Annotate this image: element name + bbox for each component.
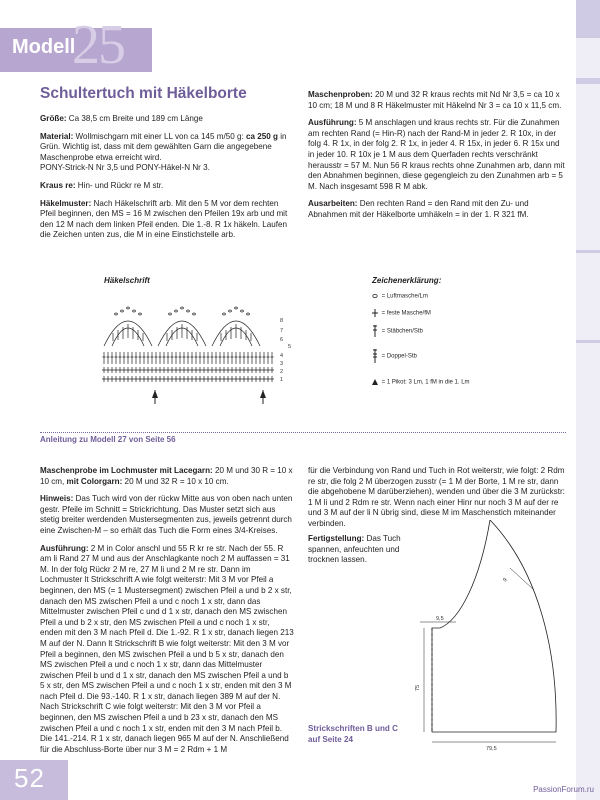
- single-crochet-symbol: [206, 367, 210, 373]
- treble-symbol: [103, 352, 106, 364]
- row-number-8: 8: [280, 318, 284, 324]
- single-crochet-symbol: [210, 376, 214, 382]
- single-crochet-symbol: [186, 376, 190, 382]
- treble-symbol: [147, 352, 150, 364]
- single-crochet-symbol: [238, 367, 242, 373]
- single-crochet-symbol: [130, 376, 134, 382]
- material-label: Material:: [40, 131, 74, 141]
- treble-symbol: [247, 352, 250, 364]
- mprobe-label: Maschenprobe im Lochmuster mit Lacegarn:: [40, 466, 213, 475]
- section2-left-column: [40, 466, 294, 762]
- treble-symbol: [219, 352, 222, 364]
- single-crochet-symbol: [146, 367, 150, 373]
- haekel-label: Häkelmuster:: [40, 198, 92, 208]
- mprobe-text-2: 20 M und 32 R = 10 x 10 cm.: [122, 476, 229, 486]
- chain-stitch-symbol: [169, 313, 172, 315]
- strickschriften-ref: Strickschriften B und C auf Seite 24: [308, 724, 398, 744]
- treble-symbol: [227, 352, 230, 364]
- maschenproben-text: 20 M und 32 R kraus rechts mit Nd Nr 3,5 = ca 10 x 10 cm; 18 M und 8 R Häkelmuster mit Häkelnd Nr 3 = ca 10 x 11,5 cm.: [308, 90, 562, 110]
- treble-symbol: [119, 352, 122, 364]
- single-crochet-symbol: [174, 367, 178, 373]
- section-heading: Anleitung zu Modell 27 von Seite 56: [40, 435, 176, 444]
- right-edge-strip: [576, 0, 600, 800]
- chain-stitch-symbol: [121, 310, 124, 312]
- single-crochet-symbol: [150, 376, 154, 382]
- mprobe-label-2: mit Colorgarn:: [66, 476, 123, 486]
- single-crochet-symbol: [126, 367, 130, 373]
- single-crochet-symbol: [138, 376, 142, 382]
- single-crochet-symbol: [214, 367, 218, 373]
- single-crochet-symbol: [138, 367, 142, 373]
- treble-symbol: [191, 352, 194, 364]
- treble-symbol: [115, 352, 118, 364]
- chain-stitch-symbol: [247, 313, 250, 315]
- treble-symbol: [139, 352, 142, 364]
- single-crochet-symbol: [118, 367, 122, 373]
- dim-bottom-label: 79,5: [486, 746, 497, 752]
- chart-title: Häkelschrift: [104, 276, 150, 285]
- chain-stitch-symbol: [187, 310, 190, 312]
- legend-text-treble: = Stäbchen/Stb: [381, 328, 423, 335]
- chain-stitch-symbol: [175, 310, 178, 312]
- treble-symbol: [175, 352, 178, 364]
- single-crochet-symbol: [134, 376, 138, 382]
- treble-symbol: [251, 352, 254, 364]
- legend-text-picot: = 1 Pikot: 3 Lm, 1 fM in die 1. Lm: [381, 379, 470, 386]
- treble-symbol: [255, 352, 258, 364]
- triangle-icon: [370, 378, 380, 386]
- single-crochet-symbol: [142, 376, 146, 382]
- single-crochet-symbol: [110, 376, 114, 382]
- single-crochet-symbol: [202, 376, 206, 382]
- treble-symbol: [235, 352, 238, 364]
- double-treble-icon: [370, 348, 380, 364]
- single-crochet-symbol: [198, 367, 202, 373]
- single-crochet-symbol: [158, 376, 162, 382]
- dim-arc-label: 9: [502, 577, 509, 584]
- chain-stitch-symbol: [127, 307, 130, 309]
- treble-symbol: [151, 352, 154, 364]
- treble-symbol: [111, 352, 114, 364]
- single-crochet-symbol: [246, 376, 250, 382]
- treble-symbol: [179, 352, 182, 364]
- single-crochet-symbol: [250, 367, 254, 373]
- single-crochet-symbol: [218, 376, 222, 382]
- treble-symbol: [195, 352, 198, 364]
- dim-height-label: 75: [415, 684, 421, 691]
- single-crochet-symbol: [210, 367, 214, 373]
- groesse-text: Ca 38,5 cm Breite und 189 cm Länge: [66, 114, 203, 123]
- single-crochet-symbol: [130, 367, 134, 373]
- legend-item-picot: [370, 378, 550, 386]
- treble-symbol: [263, 352, 266, 364]
- single-crochet-symbol: [250, 376, 254, 382]
- chain-stitch-symbol: [181, 307, 184, 309]
- row-number-3: 3: [280, 361, 284, 367]
- treble-symbol: [131, 352, 134, 364]
- page-title: Schultertuch mit Häkelborte: [40, 85, 247, 102]
- s2-ausfuehrung-text: 2 M in Color anschl und 55 R kr re str. Nach der 55. R am li Rand 27 M und aus der Anschlagkante noch 2 M auffassen = 31 M. In der folg Rückr 2 M re, 27 M li und 2 M re str. Dann im Lochmuster lt Strickschrift A wie folgt weiterstr: Mit 3 M vor Pfeil a beginnen, den MS (= 1 Mustersegment) zwischen Pfeil a und b 2 x str, danach den MS zwischen Pfeil a und c noch 1 x str, dann das Mittelmuster zwischen Pfeil c und d 1 x str, danach den MS zwischen Pfeil a und b 2 x str, den MS zwischen Pfeil a und c noch 1 x str, enden mit den 3 M nach Pfeil d. Die 1.-92. R 1 x str, danach liegen 213 M auf der N. Dann lt Strickschrift B wie folgt weiterstr: Mit den 3 M vor Pfeil a beginnen, den MS zwischen Pfeil a und b 5 x str, danach den MS zwischen Pfeil a und c noch 1 x str, dann das Mittelmuster zwischen Pfeil b und d 1 x str, danach den MS zwischen Pfeil a und b 5 x str, den MS zwischen Pfeil a und c noch 1 x str, enden mit den 3 M nach Pfeil d. Die 93.-140. R 1 x str, danach liegen 389 M auf der N. Nach Strickschrift C wie folgt weiterstr: Mit den 3 M vor Pfeil a beginnen, den MS zwischen Pfeil a und b 23 x str, danach den MS zwischen Pfeil a und c noch 1 x str, enden mit den 3 M nach Pfeil b. Die 141.-214. R 1 x str, danach liegen 965 M auf der N. Anschließend für die Abschluss-Borte über nur 3 M = 2 Rdm + 1 M: [40, 543, 294, 754]
- single-crochet-symbol: [106, 367, 110, 373]
- single-crochet-symbol: [230, 367, 234, 373]
- treble-symbol: [211, 352, 214, 364]
- single-crochet-symbol: [242, 367, 246, 373]
- treble-symbol: [171, 352, 174, 364]
- material-text-3: PONY-Strick-N Nr 3,5 und PONY-Häkel-N Nr 3.: [40, 163, 210, 173]
- single-crochet-symbol: [230, 376, 234, 382]
- legend-title: Zeichenerklärung:: [372, 276, 442, 285]
- single-crochet-symbol: [146, 376, 150, 382]
- single-crochet-symbol: [154, 376, 158, 382]
- single-crochet-symbol: [114, 376, 118, 382]
- single-crochet-symbol: [270, 367, 274, 373]
- single-crochet-symbol: [190, 367, 194, 373]
- single-crochet-symbol: [154, 367, 158, 373]
- shawl-outline: [432, 520, 556, 732]
- groesse-label: Größe:: [40, 114, 67, 123]
- s2-continuation: für die Verbindung von Rand und Tuch in Rot weiterstr, wie folgt: 2 Rdm re str, die folg 2 M überzogen zusstr (= 1 M der Borte, 1 M re str, dann die abgehobene M darüberziehen), wenden und über die 3 M zurückstr: 1 M li und 2 Rdm re str. Wenn nach einer Hinr nur noch 3 M auf der re und 3 M auf der li N übrig sind, diese M im Maschenstich miteinander verbinden.: [308, 466, 565, 528]
- ausarbeiten-paragraph: [308, 199, 566, 220]
- single-crochet-symbol: [234, 367, 238, 373]
- crochet-chart: [98, 286, 296, 406]
- dim-top-label: 9,5: [436, 616, 444, 622]
- chain-stitch-symbol: [193, 313, 196, 315]
- ausfuehrung-label: Ausführung:: [308, 118, 357, 128]
- fertig-text: Das Tuch spannen, anfeuchten und trocknen lassen.: [308, 534, 401, 565]
- single-crochet-symbol: [218, 367, 222, 373]
- single-crochet-symbol: [226, 367, 230, 373]
- single-crochet-symbol: [254, 376, 258, 382]
- material-text-1: Wollmischgarn mit einer LL von ca 145 m/50 g:: [73, 131, 247, 141]
- treble-symbol: [239, 352, 242, 364]
- legend-text-chain: = Luftmasche/Lm: [381, 293, 428, 300]
- single-crochet-symbol: [270, 376, 274, 382]
- single-crochet-symbol: [266, 376, 270, 382]
- single-crochet-symbol: [126, 376, 130, 382]
- single-crochet-symbol: [206, 376, 210, 382]
- legend-item-treble: [370, 324, 550, 338]
- site-watermark: PassionForum.ru: [533, 785, 594, 794]
- material-text-2: in Grün. Wichtig ist, dass mit dem gewählten Garn die angegebene Maschenprobe etwa erreicht wird.: [40, 131, 287, 162]
- chain-stitch-symbol: [241, 310, 244, 312]
- treble-symbol: [187, 352, 190, 364]
- shawl-diagram: [410, 520, 566, 754]
- chain-stitch-symbol: [115, 313, 118, 315]
- single-crochet-symbol: [214, 376, 218, 382]
- single-crochet-symbol: [170, 376, 174, 382]
- kraus-label: Kraus re:: [40, 180, 76, 190]
- single-crochet-symbol: [166, 376, 170, 382]
- single-crochet-symbol: [194, 376, 198, 382]
- ausfuehrung-text: 5 M anschlagen und kraus rechts str. Für die Zunahmen am rechten Rand (= Hin-R) nach der Rand-M in jeder 2. R 10x, in der folg 4. R 1x, in der folg 2. R 1x, in jeder 4. R 15x, in jeder 6. R 15x und in jeder 10. R 10x je 1 M aus dem Querfaden rechts verschränkt herausstr = 57 M. Nun 56 R kraus rechts ohne Zunahmen arb, dann mit den Abnahmen beginnen, diese gegengleich zu den Zunahmen arb = 5 M. Nach insgesamt 598 R M abk.: [308, 118, 565, 191]
- single-crochet-symbol: [162, 367, 166, 373]
- single-crochet-symbol: [226, 376, 230, 382]
- single-crochet-symbol: [258, 376, 262, 382]
- treble-symbol: [135, 352, 138, 364]
- single-crochet-symbol: [222, 367, 226, 373]
- treble-symbol: [231, 352, 234, 364]
- section-divider: [40, 432, 566, 433]
- model-label: Modell: [12, 36, 76, 58]
- single-crochet-symbol: [118, 376, 122, 382]
- single-crochet-symbol: [158, 367, 162, 373]
- ausarbeiten-text: Den rechten Rand = den Rand mit den Zu- und Abnahmen mit der Häkelborte umhäkeln = in der 1. R 321 fM.: [308, 199, 529, 219]
- ausfuehrung-paragraph: [308, 118, 566, 192]
- treble-symbol: [215, 352, 218, 364]
- single-crochet-symbol: [170, 367, 174, 373]
- maschenproben-paragraph: [308, 90, 566, 111]
- single-crochet-symbol: [142, 367, 146, 373]
- treble-symbol: [223, 352, 226, 364]
- row-number-1: 1: [280, 377, 284, 383]
- material-amount: ca 250 g: [246, 131, 278, 141]
- legend-item-chain: [370, 292, 550, 300]
- legend-text-single: = feste Masche/fM: [381, 310, 431, 317]
- single-crochet-symbol: [178, 376, 182, 382]
- mprobe-paragraph: [40, 466, 294, 487]
- treble-symbol: [259, 352, 262, 364]
- single-crochet-symbol: [194, 367, 198, 373]
- single-crochet-symbol: [266, 367, 270, 373]
- single-crochet-symbol: [202, 367, 206, 373]
- hinweis-text: Das Tuch wird von der rückw Mitte aus von oben nach unten gestr. Pfeile im Schnitt = Strickrichtung. Das Muster setzt sich aus stetig breiter werdenden Mustersegmenten zus, jeweils getrennt durch eine Zwischen-M – so erhält das Tuch die Form eines 3/4-Kreises.: [40, 494, 293, 535]
- cross-icon: [370, 308, 380, 318]
- chart-symbols: [102, 307, 274, 382]
- single-crochet-symbol: [182, 376, 186, 382]
- page-number: 52: [14, 763, 45, 793]
- single-crochet-symbol: [110, 367, 114, 373]
- haekel-text: Nach Häkelschrift arb. Mit den 5 M vor dem rechten Pfeil beginnen, den MS = 16 M zwischen den Pfeilen 19x arb und mit den 12 M nach dem linken Pfeil enden. Die 1.-8. R 1x häkeln. Laufen die Zeichen unten zus, die M in eine Einstichstelle arb.: [40, 198, 288, 240]
- single-crochet-symbol: [174, 376, 178, 382]
- fertig-label: Fertigstellung:: [308, 534, 365, 543]
- single-crochet-symbol: [106, 376, 110, 382]
- left-column: [40, 114, 294, 248]
- treble-symbol: [127, 352, 130, 364]
- single-crochet-symbol: [150, 367, 154, 373]
- single-crochet-symbol: [114, 367, 118, 373]
- row-number-5: 5: [288, 344, 292, 350]
- treble-symbol: [199, 352, 202, 364]
- right-column: [308, 90, 566, 228]
- haekel-paragraph: [40, 199, 294, 241]
- single-crochet-symbol: [166, 367, 170, 373]
- chain-stitch-symbol: [139, 313, 142, 315]
- treble-symbol: [243, 352, 246, 364]
- s2-ausfuehrung-label: Ausführung:: [40, 543, 89, 553]
- treble-symbol: [203, 352, 206, 364]
- chain-stitch-symbol: [133, 310, 136, 312]
- legend-text-double: = Doppel-Stb: [381, 353, 417, 360]
- kraus-paragraph: [40, 181, 294, 192]
- single-crochet-symbol: [162, 376, 166, 382]
- treble-symbol: [207, 352, 210, 364]
- treble-icon: [370, 324, 380, 338]
- single-crochet-symbol: [246, 367, 250, 373]
- treble-symbol: [159, 352, 162, 364]
- single-crochet-symbol: [238, 376, 242, 382]
- treble-symbol: [167, 352, 170, 364]
- mprobe-text: 20 M und 30 R = 10 x 10 cm,: [40, 466, 293, 486]
- single-crochet-symbol: [190, 376, 194, 382]
- single-crochet-symbol: [234, 376, 238, 382]
- chain-stitch-symbol: [223, 313, 226, 315]
- single-crochet-symbol: [262, 367, 266, 373]
- material-paragraph: [40, 132, 294, 174]
- chain-stitch-symbol: [229, 310, 232, 312]
- single-crochet-symbol: [182, 367, 186, 373]
- groesse-paragraph: [40, 114, 294, 125]
- single-crochet-symbol: [122, 376, 126, 382]
- single-crochet-symbol: [242, 376, 246, 382]
- row-number-4: 4: [280, 353, 284, 359]
- circle-icon: [370, 292, 380, 300]
- treble-symbol: [183, 352, 186, 364]
- single-crochet-symbol: [254, 367, 258, 373]
- chain-stitch-symbol: [235, 307, 238, 309]
- treble-symbol: [163, 352, 166, 364]
- dim-arc-line: [510, 568, 534, 590]
- treble-symbol: [143, 352, 146, 364]
- single-crochet-symbol: [134, 367, 138, 373]
- single-crochet-symbol: [186, 367, 190, 373]
- single-crochet-symbol: [262, 376, 266, 382]
- legend-item-double: [370, 348, 550, 364]
- single-crochet-symbol: [222, 376, 226, 382]
- single-crochet-symbol: [122, 367, 126, 373]
- s2-ausfuehrung-paragraph: [40, 544, 294, 756]
- row-number-6: 6: [280, 337, 284, 343]
- single-crochet-symbol: [102, 367, 106, 373]
- ausarbeiten-label: Ausarbeiten:: [308, 199, 358, 209]
- hinweis-paragraph: [40, 494, 294, 536]
- single-crochet-symbol: [258, 367, 262, 373]
- hinweis-label: Hinweis:: [40, 494, 74, 504]
- treble-symbol: [107, 352, 110, 364]
- model-number: 25: [72, 14, 124, 76]
- single-crochet-symbol: [102, 376, 106, 382]
- kraus-text: Hin- und Rückr re M str.: [75, 180, 164, 190]
- row-numbers: [280, 318, 291, 383]
- treble-symbol: [123, 352, 126, 364]
- legend-item-single: [370, 308, 550, 318]
- single-crochet-symbol: [178, 367, 182, 373]
- treble-symbol: [267, 352, 270, 364]
- row-number-2: 2: [280, 369, 284, 375]
- single-crochet-symbol: [198, 376, 202, 382]
- treble-symbol: [271, 352, 274, 364]
- maschenproben-label: Maschenproben:: [308, 90, 373, 99]
- row-number-7: 7: [280, 328, 284, 334]
- treble-symbol: [155, 352, 158, 364]
